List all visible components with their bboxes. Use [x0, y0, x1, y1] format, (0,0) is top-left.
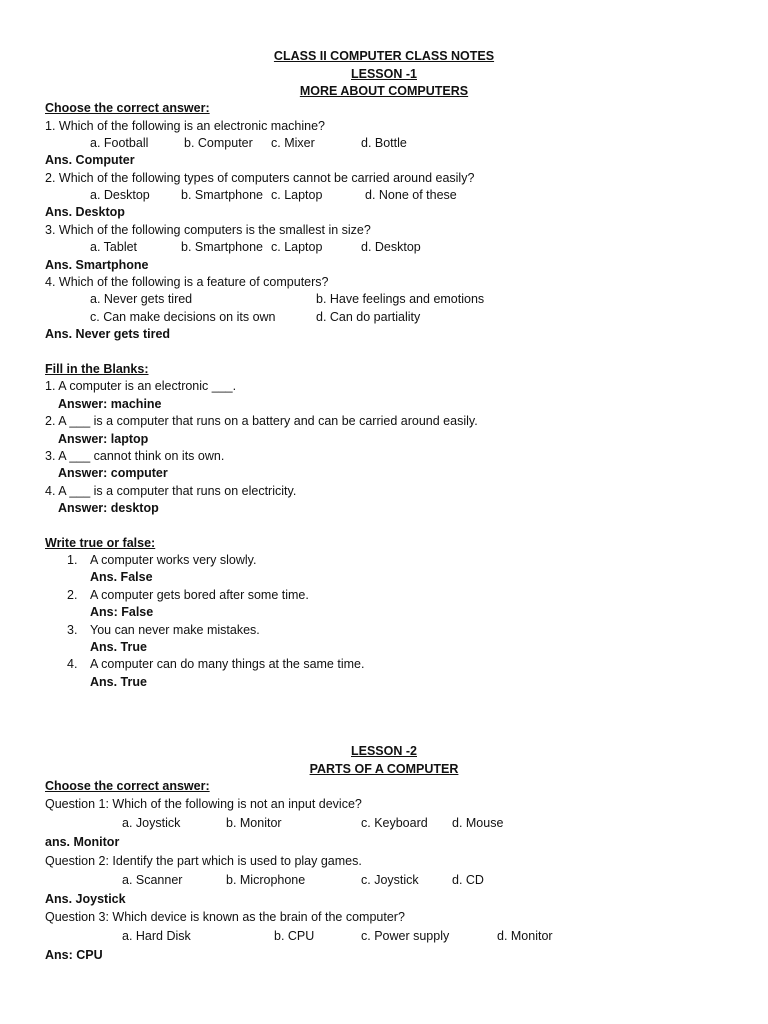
lesson-1-topic: MORE ABOUT COMPUTERS	[299, 84, 469, 98]
option: a. Tablet	[90, 240, 138, 254]
answer: Ans: CPU	[45, 948, 103, 962]
option: a. Never gets tired	[90, 292, 193, 306]
tf-answer: Ans. True	[90, 675, 147, 689]
fill-question-1: 1. A computer is an electronic ___.	[45, 379, 237, 393]
question-2: 2. Which of the following types of computers cannot be carried around easily?	[45, 171, 475, 185]
answer: Ans. Smartphone	[45, 258, 149, 272]
answer: ans. Monitor	[45, 835, 120, 849]
fill-question-2: 2. A ___ is a computer that runs on a battery and can be carried around easily.	[45, 414, 478, 428]
option: c. Joystick	[361, 873, 419, 887]
question-4: 4. Which of the following is a feature of computers?	[45, 275, 329, 289]
tf-answer: Ans: False	[90, 605, 154, 619]
true-false-heading: Write true or false:	[45, 536, 156, 550]
fill-answer: Answer: machine	[58, 397, 162, 411]
option: d. Desktop	[361, 240, 421, 254]
lesson-2-label: LESSON -2	[351, 744, 417, 758]
option: b. Microphone	[226, 873, 306, 887]
tf-question-4: A computer can do many things at the same time.	[90, 657, 365, 671]
option: d. None of these	[365, 188, 457, 202]
fill-blanks-heading: Fill in the Blanks:	[45, 362, 149, 376]
lesson-2-topic: PARTS OF A COMPUTER	[309, 762, 459, 776]
option: c. Can make decisions on its own	[90, 310, 276, 324]
tf-question-2: A computer gets bored after some time.	[90, 588, 309, 602]
option: a. Football	[90, 136, 149, 150]
lesson-1-label: LESSON -1	[351, 67, 417, 81]
lesson2-question-2: Question 2: Identify the part which is used to play games.	[45, 854, 362, 868]
document-title: CLASS II COMPUTER CLASS NOTES	[273, 49, 495, 63]
fill-answer: Answer: laptop	[58, 432, 149, 446]
option: c. Laptop	[271, 188, 323, 202]
tf-number: 2.	[67, 588, 78, 602]
fill-question-3: 3. A ___ cannot think on its own.	[45, 449, 225, 463]
question-1: 1. Which of the following is an electronic machine?	[45, 119, 326, 133]
lesson2-question-1: Question 1: Which of the following is not an input device?	[45, 797, 362, 811]
tf-question-1: A computer works very slowly.	[90, 553, 257, 567]
option: d. CD	[452, 873, 484, 887]
option: d. Can do partiality	[316, 310, 421, 324]
fill-answer: Answer: computer	[58, 466, 168, 480]
answer: Ans. Joystick	[45, 892, 126, 906]
tf-number: 3.	[67, 623, 78, 637]
answer: Ans. Never gets tired	[45, 327, 171, 341]
option: c. Mixer	[271, 136, 315, 150]
mcq-heading: Choose the correct answer:	[45, 101, 210, 115]
answer: Ans. Desktop	[45, 205, 125, 219]
option: a. Desktop	[90, 188, 150, 202]
tf-number: 1.	[67, 553, 78, 567]
option: a. Joystick	[122, 816, 181, 830]
tf-question-3: You can never make mistakes.	[90, 623, 260, 637]
option: c. Laptop	[271, 240, 323, 254]
option: b. Monitor	[226, 816, 282, 830]
tf-answer: Ans. False	[90, 570, 153, 584]
tf-answer: Ans. True	[90, 640, 147, 654]
option: b. Computer	[184, 136, 253, 150]
option: b. Smartphone	[181, 188, 263, 202]
fill-question-4: 4. A ___ is a computer that runs on electricity.	[45, 484, 297, 498]
question-3: 3. Which of the following computers is the smallest in size?	[45, 223, 371, 237]
option: d. Mouse	[452, 816, 504, 830]
option: a. Hard Disk	[122, 929, 191, 943]
option: b. Smartphone	[181, 240, 263, 254]
option: b. CPU	[274, 929, 315, 943]
fill-answer: Answer: desktop	[58, 501, 159, 515]
option: d. Bottle	[361, 136, 407, 150]
option: a. Scanner	[122, 873, 183, 887]
tf-number: 4.	[67, 657, 78, 671]
mcq-heading: Choose the correct answer:	[45, 779, 210, 793]
option: c. Keyboard	[361, 816, 428, 830]
option: d. Monitor	[497, 929, 553, 943]
option: b. Have feelings and emotions	[316, 292, 485, 306]
option: c. Power supply	[361, 929, 450, 943]
answer: Ans. Computer	[45, 153, 135, 167]
lesson2-question-3: Question 3: Which device is known as the brain of the computer?	[45, 910, 405, 924]
